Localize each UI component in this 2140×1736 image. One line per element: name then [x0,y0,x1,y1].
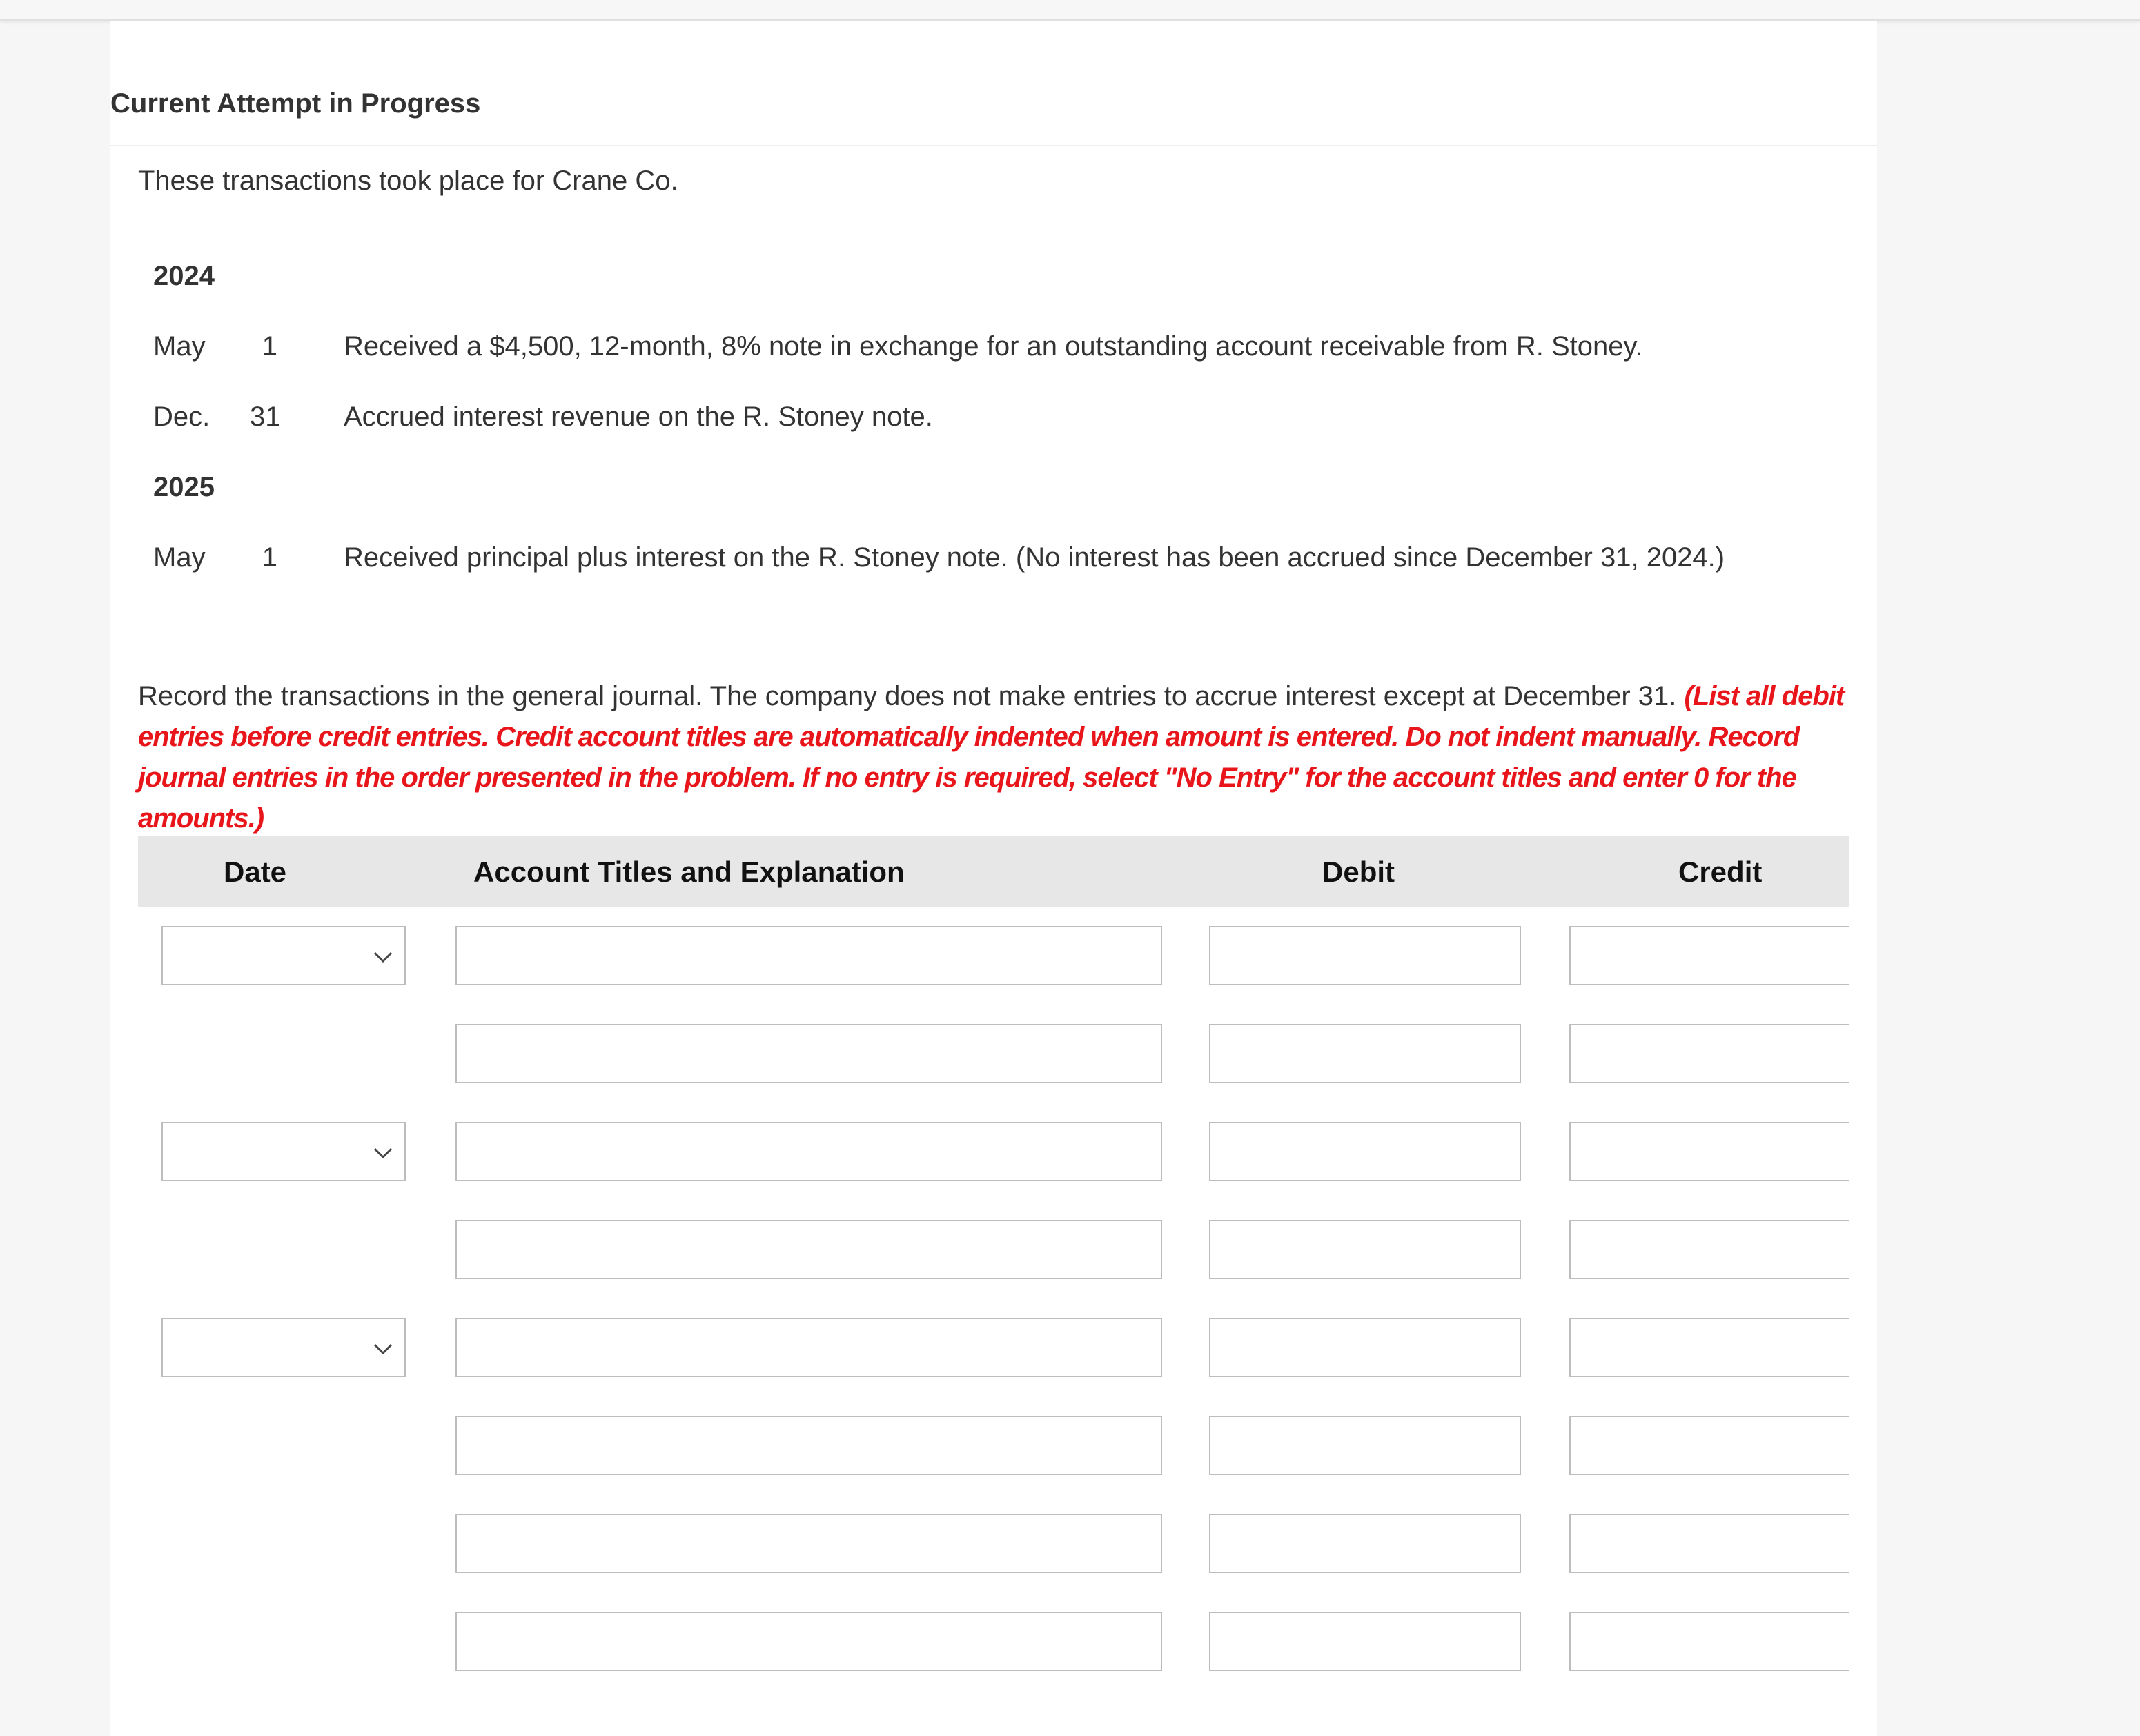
account-title-input[interactable] [455,1514,1162,1573]
debit-input[interactable] [1209,1024,1521,1083]
transaction-day: 1 [262,331,277,362]
account-title-input[interactable] [455,1318,1162,1377]
credit-input[interactable] [1569,1514,1849,1573]
transaction-day: 31 [250,402,281,432]
debit-input[interactable] [1209,926,1521,985]
transaction-description: Received a $4,500, 12-month, 8% note in exchange for an outstanding account receivable from R. Stoney. [344,331,1643,362]
transaction-month: May [153,331,206,362]
account-title-input[interactable] [455,926,1162,985]
account-title-input[interactable] [455,1220,1162,1279]
account-title-input[interactable] [455,1024,1162,1083]
column-header-debit: Debit [1322,856,1395,888]
credit-input[interactable] [1569,1122,1849,1181]
credit-input[interactable] [1569,1220,1849,1279]
debit-input[interactable] [1209,1220,1521,1279]
transaction-description: Received principal plus interest on the R. Stoney note. (No interest has been accrued since December 31, 2024.) [344,542,1725,573]
debit-input[interactable] [1209,1318,1521,1377]
credit-input[interactable] [1569,1612,1849,1671]
year-heading: 2025 [153,472,215,502]
instructions [138,676,1849,839]
debit-input[interactable] [1209,1514,1521,1573]
debit-input[interactable] [1209,1416,1521,1475]
credit-input[interactable] [1569,1024,1849,1083]
transaction-description: Accrued interest revenue on the R. Stoney note. [344,402,933,432]
debit-input[interactable] [1209,1612,1521,1671]
chevron-down-icon [371,1337,395,1361]
date-select[interactable] [161,1318,406,1377]
debit-input[interactable] [1209,1122,1521,1181]
date-select[interactable] [161,1122,406,1181]
credit-input[interactable] [1569,1318,1849,1377]
instruction-warning: (List all debit entries before credit entries. Credit account titles are automatically indented when amount is entered. Do not indent manually. Record journal entries in the order presented in the problem. If no entry is required, select "No Entry" for the account titles and enter 0 for the amounts.) [138,681,1845,834]
year-heading: 2024 [153,261,215,291]
transaction-day: 1 [262,542,277,573]
column-header-date: Date [224,856,287,888]
question-card [110,21,1877,1736]
problem-intro: These transactions took place for Crane Co. [138,166,678,196]
chevron-down-icon [371,1141,395,1165]
instruction-text: Record the transactions in the general journal. The company does not make entries to accrue interest except at December 31. [138,681,1685,711]
credit-input[interactable] [1569,926,1849,985]
date-select[interactable] [161,926,406,985]
column-header-credit: Credit [1678,856,1763,888]
credit-input[interactable] [1569,1416,1849,1475]
chevron-down-icon [371,945,395,969]
transaction-month: May [153,542,206,573]
account-title-input[interactable] [455,1122,1162,1181]
divider [110,145,1877,146]
column-header-account: Account Titles and Explanation [473,856,905,888]
account-title-input[interactable] [455,1612,1162,1671]
transaction-month: Dec. [153,402,210,432]
top-bar [0,0,2140,21]
attempt-title: Current Attempt in Progress [110,88,481,119]
account-title-input[interactable] [455,1416,1162,1475]
journal-table-header [138,836,1849,907]
